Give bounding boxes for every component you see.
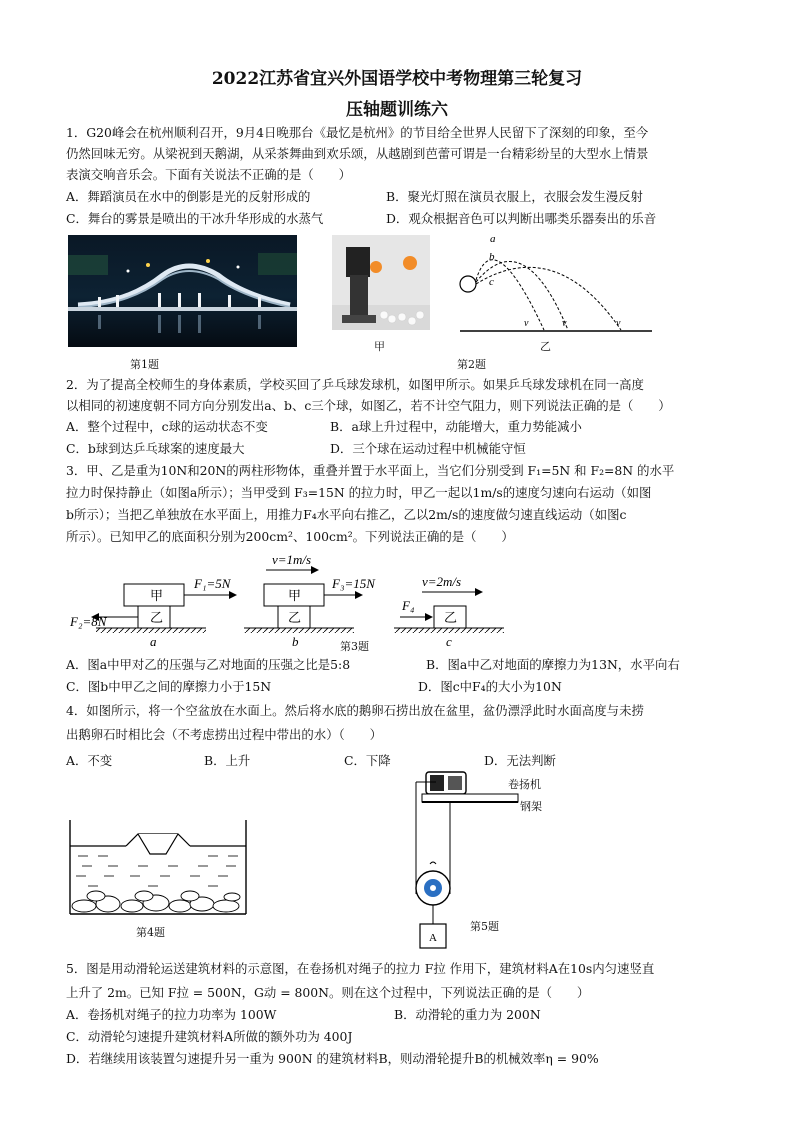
q3-option-b: B．图a中乙对地面的摩擦力为13N，水平向右 bbox=[426, 657, 680, 672]
trajectory-a bbox=[476, 260, 544, 330]
fig3b-yi-label: 乙 bbox=[288, 610, 302, 625]
fig3c-velocity-label: v=2m/s bbox=[422, 574, 462, 589]
label-vc: v bbox=[616, 318, 621, 329]
q1-option-c: C．舞台的雾景是喷出的干冰升华形成的水蒸气 bbox=[66, 211, 324, 226]
q3-option-a: A．图a中甲对乙的压强与乙对地面的压强之比是5:8 bbox=[66, 657, 351, 672]
q3-option-d: D．图c中F₄的大小为10N bbox=[418, 679, 562, 694]
box-a-label: A bbox=[429, 932, 437, 944]
q4-option-d: D．无法判断 bbox=[484, 753, 556, 768]
label-vb: v bbox=[562, 318, 567, 329]
page-subtitle: 压轴题训练六 bbox=[346, 100, 448, 120]
pebbles bbox=[72, 891, 240, 912]
figure-2-jia-caption: 甲 bbox=[374, 340, 385, 353]
q2-option-b: B．a球上升过程中，动能增大，重力势能减小 bbox=[330, 419, 582, 434]
fig3a-jia-label: 甲 bbox=[150, 588, 164, 603]
fig3b-velocity-label: v=1m/s bbox=[272, 552, 312, 567]
q5-option-c: C．动滑轮匀速提升建筑材料A所做的额外功为 400J bbox=[66, 1029, 353, 1044]
q3-stem-line-2: 拉力时保持静止（如图a所示）；当甲受到 F₃=15N 的拉力时，甲乙一起以1m/s的速度匀速向右运动（如图 bbox=[66, 485, 652, 500]
q1-option-d: D．观众根据音色可以判断出哪类乐器奏出的乐音 bbox=[386, 211, 657, 226]
figure-4-basin-diagram bbox=[68, 818, 248, 918]
figure-3b bbox=[244, 552, 376, 649]
label-b: b bbox=[489, 251, 495, 263]
ball-launch-point-icon bbox=[460, 276, 476, 292]
q3-stem-line-3: b所示）；当把乙单独放在水平面上，用推力F₄水平向右推乙，乙以2m/s的速度做匀速直线运动（如图c bbox=[66, 507, 627, 522]
fig3a-F1-label: F₁=5N bbox=[194, 576, 231, 591]
winch-label: 卷扬机 bbox=[508, 778, 541, 791]
fig3a-letter: a bbox=[150, 634, 157, 649]
figure-5-caption: 第5题 bbox=[470, 920, 499, 933]
fig3c-F4-label: F₄ bbox=[402, 598, 415, 613]
figure-3-caption: 第3题 bbox=[340, 640, 369, 653]
page-title: 2022江苏省宜兴外国语学校中考物理第三轮复习 bbox=[211, 69, 583, 89]
q5-option-d: D．若继续用该装置匀速提升另一重为 900N 的建筑材料B，则动滑轮提升B的机械效率η = 90% bbox=[66, 1051, 599, 1066]
q3-stem-line-4: 所示）。已知甲乙的底面积分别为200cm²、100cm²。下列说法正确的是（ ） bbox=[66, 529, 514, 544]
q2-option-d: D．三个球在运动过程中机械能守恒 bbox=[330, 441, 526, 456]
q2-option-a: A．整个过程中，c球的运动状态不变 bbox=[66, 419, 268, 434]
figure-4-caption: 第4题 bbox=[136, 926, 165, 939]
q4-option-b: B．上升 bbox=[204, 753, 251, 768]
q1-stem-line-3: 表演交响音乐会。下面有关说法不正确的是（ ） bbox=[66, 167, 351, 182]
q1-option-b: B．聚光灯照在演员衣服上，衣服会发生漫反射 bbox=[386, 189, 643, 204]
q4-option-c: C．下降 bbox=[344, 753, 391, 768]
q1-option-a: A．舞蹈演员在水中的倒影是光的反射形成的 bbox=[66, 189, 311, 204]
figure-2-yi-caption: 乙 bbox=[540, 340, 551, 353]
q4-stem-line-1: 4．如图所示，将一个空盆放在水面上。然后将水底的鹅卵石捞出放在盆里，盆仍漂浮此时水面高度与未捞 bbox=[66, 703, 644, 718]
q5-stem-line-2: 上升了 2m。已知 F拉 = 500N，G动 = 800N。则在这个过程中，下列说法正确的是（ ） bbox=[66, 985, 590, 1000]
q2-stem-line-1: 2．为了提高全校师生的身体素质，学校买回了乒乓球发球机，如图甲所示。如果乒乓球发球机在同一高度 bbox=[66, 377, 644, 392]
figure-1-bridge-photo bbox=[68, 235, 297, 347]
q2-option-c: C．b球到达乒乓球案的速度最大 bbox=[66, 441, 245, 456]
trajectory-c bbox=[476, 267, 621, 330]
figure-2-jia-machine-photo bbox=[332, 235, 430, 330]
q1-stem-line-1: 1．G20峰会在杭州顺利召开，9月4日晚那台《最忆是杭州》的节目给全世界人民留下了深刻的印象，至今 bbox=[66, 125, 649, 140]
fig3b-letter: b bbox=[292, 634, 299, 649]
fig3c-yi-label: 乙 bbox=[444, 610, 458, 625]
figure-3-diagram bbox=[66, 548, 546, 650]
frame-label: 钢架 bbox=[520, 800, 542, 813]
q3-stem-line-1: 3．甲、乙是重为10N和20N的两柱形物体，重叠并置于水平面上，当它们分别受到 F₁=5N 和 F₂=8N 的水平 bbox=[66, 463, 675, 478]
q5-option-a: A．卷扬机对绳子的拉力功率为 100W bbox=[66, 1007, 277, 1022]
fig3c-letter: c bbox=[446, 634, 452, 649]
q1-stem-line-2: 仍然回味无穷。从梁祝到天鹅湖，从采茶舞曲到欢乐颂，从越剧到芭蕾可谓是一台精彩纷呈的大型水上情景 bbox=[66, 146, 649, 161]
q2-stem-line-2: 以相同的初速度朝不同方向分别发出a、b、c三个球，如图乙，若不计空气阻力，则下列说法正确的是（ ） bbox=[66, 398, 671, 413]
figure-1-caption: 第1题 bbox=[130, 358, 159, 371]
label-a: a bbox=[490, 233, 496, 245]
q3-option-c: C．图b中甲乙之间的摩擦力小于15N bbox=[66, 679, 272, 694]
figure-2-caption: 第2题 bbox=[457, 358, 486, 371]
label-c: c bbox=[489, 276, 494, 288]
q4-stem-line-2: 出鹅卵石时相比会（不考虑捞出过程中带出的水）（ ） bbox=[66, 727, 382, 742]
steel-frame bbox=[422, 794, 518, 802]
label-va: v bbox=[524, 318, 529, 329]
figure-2-yi-trajectory-diagram bbox=[456, 230, 656, 350]
fig3b-F3-label: F₃=15N bbox=[332, 576, 375, 591]
q5-stem-line-1: 5．图是用动滑轮运送建筑材料的示意图，在卷扬机对绳子的拉力 F拉 作用下，建筑材料A在10s内匀速竖直 bbox=[66, 961, 655, 976]
q4-option-a: A．不变 bbox=[66, 753, 113, 768]
fig3a-F2-label: F₂=8N bbox=[70, 614, 107, 629]
figure-3a bbox=[69, 576, 236, 649]
figure-3c bbox=[394, 574, 504, 649]
fig3a-yi-label: 乙 bbox=[150, 610, 164, 625]
fig3b-jia-label: 甲 bbox=[288, 588, 302, 603]
q5-option-b: B．动滑轮的重力为 200N bbox=[394, 1007, 541, 1022]
